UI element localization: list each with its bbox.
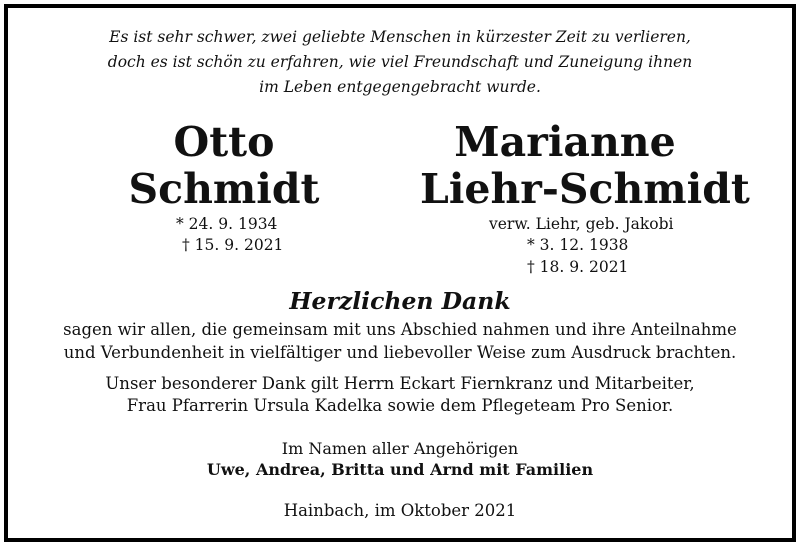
person1-last-name: Schmidt	[128, 165, 320, 213]
person1-birth-date: * 24. 9. 1934	[176, 215, 278, 233]
special-thanks-line: Unser besonderer Dank gilt Herrn Eckart Fiernkranz und Mitarbeiter,	[105, 374, 695, 393]
person1-name	[114, 119, 334, 213]
special-thanks-paragraph	[0, 373, 800, 417]
person2-name	[420, 118, 750, 213]
family-signature: Uwe, Andrea, Britta und Arnd mit Familien	[206, 460, 594, 479]
motto-quote	[0, 25, 800, 100]
thanks-paragraph	[0, 319, 800, 364]
motto-line: doch es ist schön zu erfahren, wie viel Freundschaft und Zuneigung ihnen	[107, 53, 693, 71]
motto-line: im Leben entgegengebracht wurde.	[259, 78, 541, 96]
motto-line: Es ist sehr schwer, zwei geliebte Menschen in kürzester Zeit zu verlieren,	[109, 28, 691, 46]
place-date: Hainbach, im Oktober 2021	[283, 501, 517, 520]
on-behalf-line: Im Namen aller Angehörigen	[281, 439, 519, 458]
thanks-line: sagen wir allen, die gemeinsam mit uns Abschied nahmen und ihre Anteilnahme	[63, 320, 737, 339]
person2-birth-date: * 3. 12. 1938	[527, 236, 629, 254]
special-thanks-line: Frau Pfarrerin Ursula Kadelka sowie dem Pflegeteam Pro Senior.	[126, 396, 674, 415]
thanks-line: und Verbundenheit in vielfältiger und liebevoller Weise zum Ausdruck brachten.	[63, 342, 737, 362]
person2-maiden-note: verw. Liehr, geb. Jakobi	[489, 215, 674, 233]
person2-first-name: Marianne	[454, 118, 676, 166]
person2-death-date: † 18. 9. 2021	[527, 258, 629, 276]
thanks-heading: Herzlichen Dank	[289, 287, 511, 315]
person1-death-date: † 15. 9. 2021	[182, 236, 284, 254]
person2-last-name: Liehr-Schmidt	[420, 165, 750, 213]
person1-first-name: Otto	[173, 118, 275, 166]
